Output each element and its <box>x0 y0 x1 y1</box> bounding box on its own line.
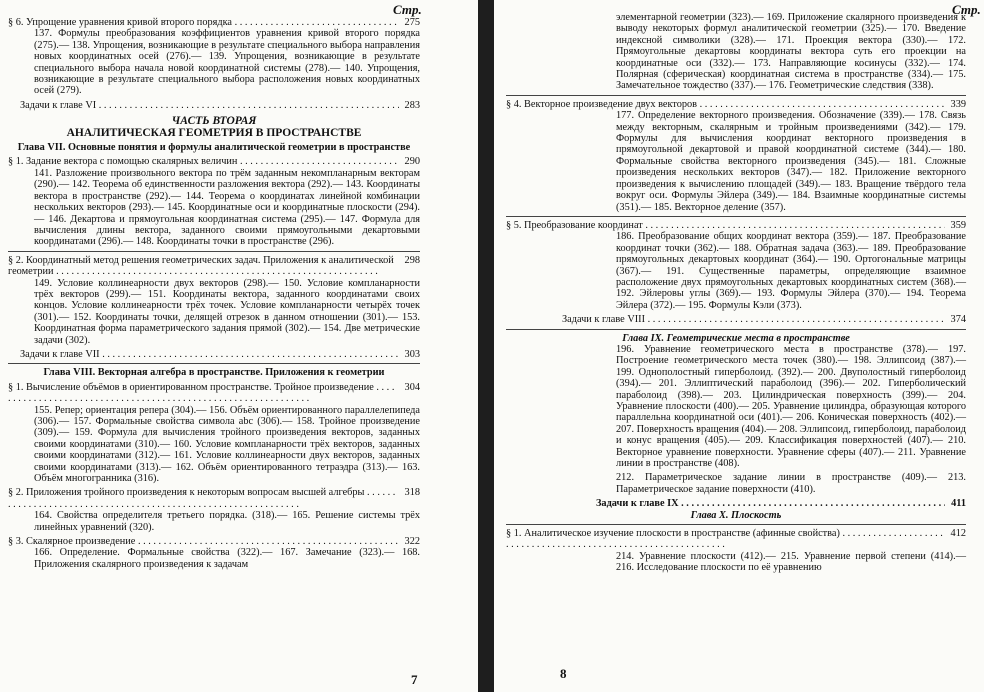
page-header-str: Стр. <box>952 2 981 17</box>
section-title: § 4. Векторное произведение двух векторов . . . <box>506 99 945 110</box>
toc-right <box>506 12 966 574</box>
tasks-page: 303 <box>404 348 420 360</box>
section-body: 164. Свойства определителя третьего порядка. (318).— 165. Решение системы трёх линейных уравнений (320). <box>34 510 420 533</box>
section-title: § 1. Аналитическое изучение плоскости в пространстве (афинные свойства) . . . <box>506 528 945 551</box>
section-title: § 1. Вычисление объёмов в ориентированном пространстве. Тройное произведение . . . <box>8 382 399 405</box>
tasks-title: Задачи к главе IX . . . <box>596 498 945 509</box>
book-gutter <box>478 0 494 692</box>
toc-section <box>8 255 420 278</box>
toc-tasks <box>562 314 966 325</box>
section-title: § 1. Задание вектора с помощью скалярных величин . . . <box>8 156 399 167</box>
tasks-title: Задачи к главе VI . . . <box>20 100 399 111</box>
section-body: 149. Условие коллинеарности двух векторов (298).— 150. Условие компланарности трёх векторов (299).— 151. Координаты вектора, заданного координатами своих концов. Условие коллинеарности трёх точек. Условие компланарности четырёх точек (301).— 152. Координаты точки, делящей отрезок в данном отношении (301).— 153. Координатная форма параметрического задания прямой (302).— 154. Две метрические задачи (302). <box>34 277 420 346</box>
section-page: 412 <box>950 528 966 540</box>
section-page: 290 <box>404 156 420 168</box>
chapter-heading: Глава X. Плоскость <box>690 509 782 521</box>
toc-section <box>8 156 420 167</box>
tasks-title: Задачи к главе VII . . . <box>20 349 399 360</box>
toc-section <box>506 220 966 231</box>
section-page: 359 <box>950 219 966 231</box>
section-body: 166. Определение. Формальные свойства (322).— 167. Замечание (323).— 168. Приложения скалярного произведения к задачам <box>34 547 420 570</box>
section-body: 177. Определение векторного произведения. Обозначение (339).— 178. Связь между векторным, скалярным и тройным произведениями (342).— 179. Формулы для вычисления координат векторного произведения в прямоугольной декартовой и правой координатной системе (344).— 180. Формальные свойства векторного произведения (345).— 181. Сложные произведения нескольких векторов (347).— 182. Приложение векторного произведения к вычислению площадей (349).— 183. Вращение твёрдого тела вокруг оси. Формулы Эйлера (349).— 184. Взаимные координатные системы (351).— 185. Векторное деление (357). <box>616 110 966 213</box>
section-body: 155. Репер; ориентация репера (304).— 156. Объём ориентированного параллелепипеда (306).— 157. Формальные свойства символа abc (306).— 158. Тройное произведение (309).— 159. Формула для вычисления тройного произведения векторов, заданных своими координатами (310).— 160. Условие компланарности трёх векторов, заданных своими координатами (312).— 161. Условие коллинеарности двух векторов, заданных своими координатами (313).— 162. Объём ориентированного тетраэдра (313).— 163. Объём многогранника (316). <box>34 404 420 485</box>
page-header-str: Стр. <box>393 2 422 17</box>
chapter-heading: Глава IX. Геометрические места в пространстве <box>622 332 850 344</box>
toc-section <box>8 17 420 28</box>
chapter-heading: Глава VIII. Векторная алгебра в пространстве. Приложения к геометрии <box>43 367 385 379</box>
section-title: § 2. Координатный метод решения геометрических задач. Приложения к аналитической геометрии . . . <box>8 255 399 278</box>
toc-section <box>8 382 420 405</box>
section-page: 318 <box>404 487 420 499</box>
section-title: § 2. Приложения тройного произведения к некоторым вопросам высшей алгебры . . . <box>8 487 399 510</box>
right-page <box>494 0 984 692</box>
tasks-page: 283 <box>404 99 420 111</box>
toc-tasks <box>20 100 420 111</box>
left-page <box>0 0 478 692</box>
section-body: 137. Формулы преобразования коэффициентов уравнения кривой второго порядка (275).— 138. Упрощения, возникающие в результате специального выбора направления новых координатных осей (276).— 139. Упрощения, возникающие в результате специального выбора начала новой координатной системы (278).— 140. Упрощения, возникающие в результате специального выбора расположения новых координатных осей (279). <box>34 28 420 97</box>
toc-section <box>8 487 420 510</box>
section-body: 141. Разложение произвольного вектора по трём заданным некомпланарным векторам (290).— 142. Теорема об единственности разложения вектора (292).— 143. Координаты вектора в пространстве (292).— 144. Теорема о координатах линейной комбинации нескольких векторов (293).— 145. Координатные оси и координатные плоскости (294).— 146. Декартова и прямоугольная координатная система (295).— 147. Формула для вычисления длины вектора, заданного своими прямоугольными декартовыми координатами (296).— 148. Координаты точки в пространстве (296). <box>34 167 420 248</box>
section-page: 322 <box>404 536 420 548</box>
section-body: элементарной геометрии (323).— 169. Приложение скалярного произведения к выводу некоторых формул аналитической геометрии (325).— 170. Введение индексной символики (328).— 171. Проекция вектора (330).— 172. Прямоугольные декартовы координаты вектора суть его проекции на координатные оси (332).— 173. Направляющие косинусы (332).— 174. Полярная (сферическая) координатная система в пространстве (334).— 175. Замечательное тождество (337).— 176. Геометрические следствия (338). <box>616 12 966 92</box>
toc-section <box>506 99 966 110</box>
section-page: 339 <box>950 98 966 110</box>
toc-tasks <box>20 349 420 360</box>
section-body: 196. Уравнение геометрического места в пространстве (378).— 197. Построение геометрического места точек (380).— 198. Эллипсоид (387).— 199. Однополостный гиперболоид. (392).— 200. Двуполостный гиперболоид (394).— 201. Эллиптический параболоид (396).— 202. Гиперболический параболоид (398).— 203. Цилиндрическая поверхность (399).— 204. Уравнение плоскости (400).— 205. Уравнение цилиндра, образующая которого параллельна координатной оси (401).— 206. Коническая поверхность (402).— 207. Поверхность вращения (404).— 208. Эллипсоид, гиперболоид, параболоид и конус вращения (405).— 209. Классификация поверхностей (407).— 210. Векторное уравнение поверхности. Уравнение сферы (407).— 211. Уравнение линии в пространстве (408). <box>616 343 966 470</box>
section-title: § 6. Упрощение уравнения кривой второго порядка . . . <box>8 17 399 28</box>
chapter-heading: Глава VII. Основные понятия и формулы аналитической геометрии в пространстве <box>17 142 411 154</box>
page-number: 7 <box>411 672 418 687</box>
toc-tasks <box>596 498 966 509</box>
section-body: 212. Параметрическое задание линии в пространстве (409).— 213. Параметрическое задание поверхности (410). <box>616 472 966 495</box>
part-subtitle: АНАЛИТИЧЕСКАЯ ГЕОМЕТРИЯ В ПРОСТРАНСТВЕ <box>66 126 362 139</box>
tasks-page: 374 <box>950 314 966 326</box>
section-page: 275 <box>404 17 420 28</box>
toc-section <box>506 528 966 551</box>
section-body: 186. Преобразование общих координат вектора (359).— 187. Преобразование координат точки (362).— 188. Обратная задача (363).— 189. Преобразование прямоугольных декартовых координат (364).— 190. Ортогональные матрицы (367).— 191. Существенные параметры, определяющие взаимное расположение двух прямоугольных декартовых координатных систем (368).— 192. Эйлеровы углы (369).— 193. Формулы Эйлера (370).— 194. Теорема Эйлера (372).— 195. Формулы Кэли (373). <box>616 231 966 311</box>
section-page: 298 <box>404 254 420 266</box>
page-number: 8 <box>560 666 567 681</box>
section-body: 214. Уравнение плоскости (412).— 215. Уравнение первой степени (414).— 216. Исследование плоскости по её уравнению <box>616 550 966 574</box>
section-page: 304 <box>404 381 420 393</box>
section-title: § 3. Скалярное произведение . . . <box>8 536 399 547</box>
tasks-title: Задачи к главе VIII . . . <box>562 314 945 325</box>
tasks-page: 411 <box>951 498 966 510</box>
part-title: ЧАСТЬ ВТОРАЯ <box>171 115 257 128</box>
toc-section <box>8 536 420 547</box>
toc-left <box>8 14 420 570</box>
section-title: § 5. Преобразование координат . . . <box>506 220 945 231</box>
